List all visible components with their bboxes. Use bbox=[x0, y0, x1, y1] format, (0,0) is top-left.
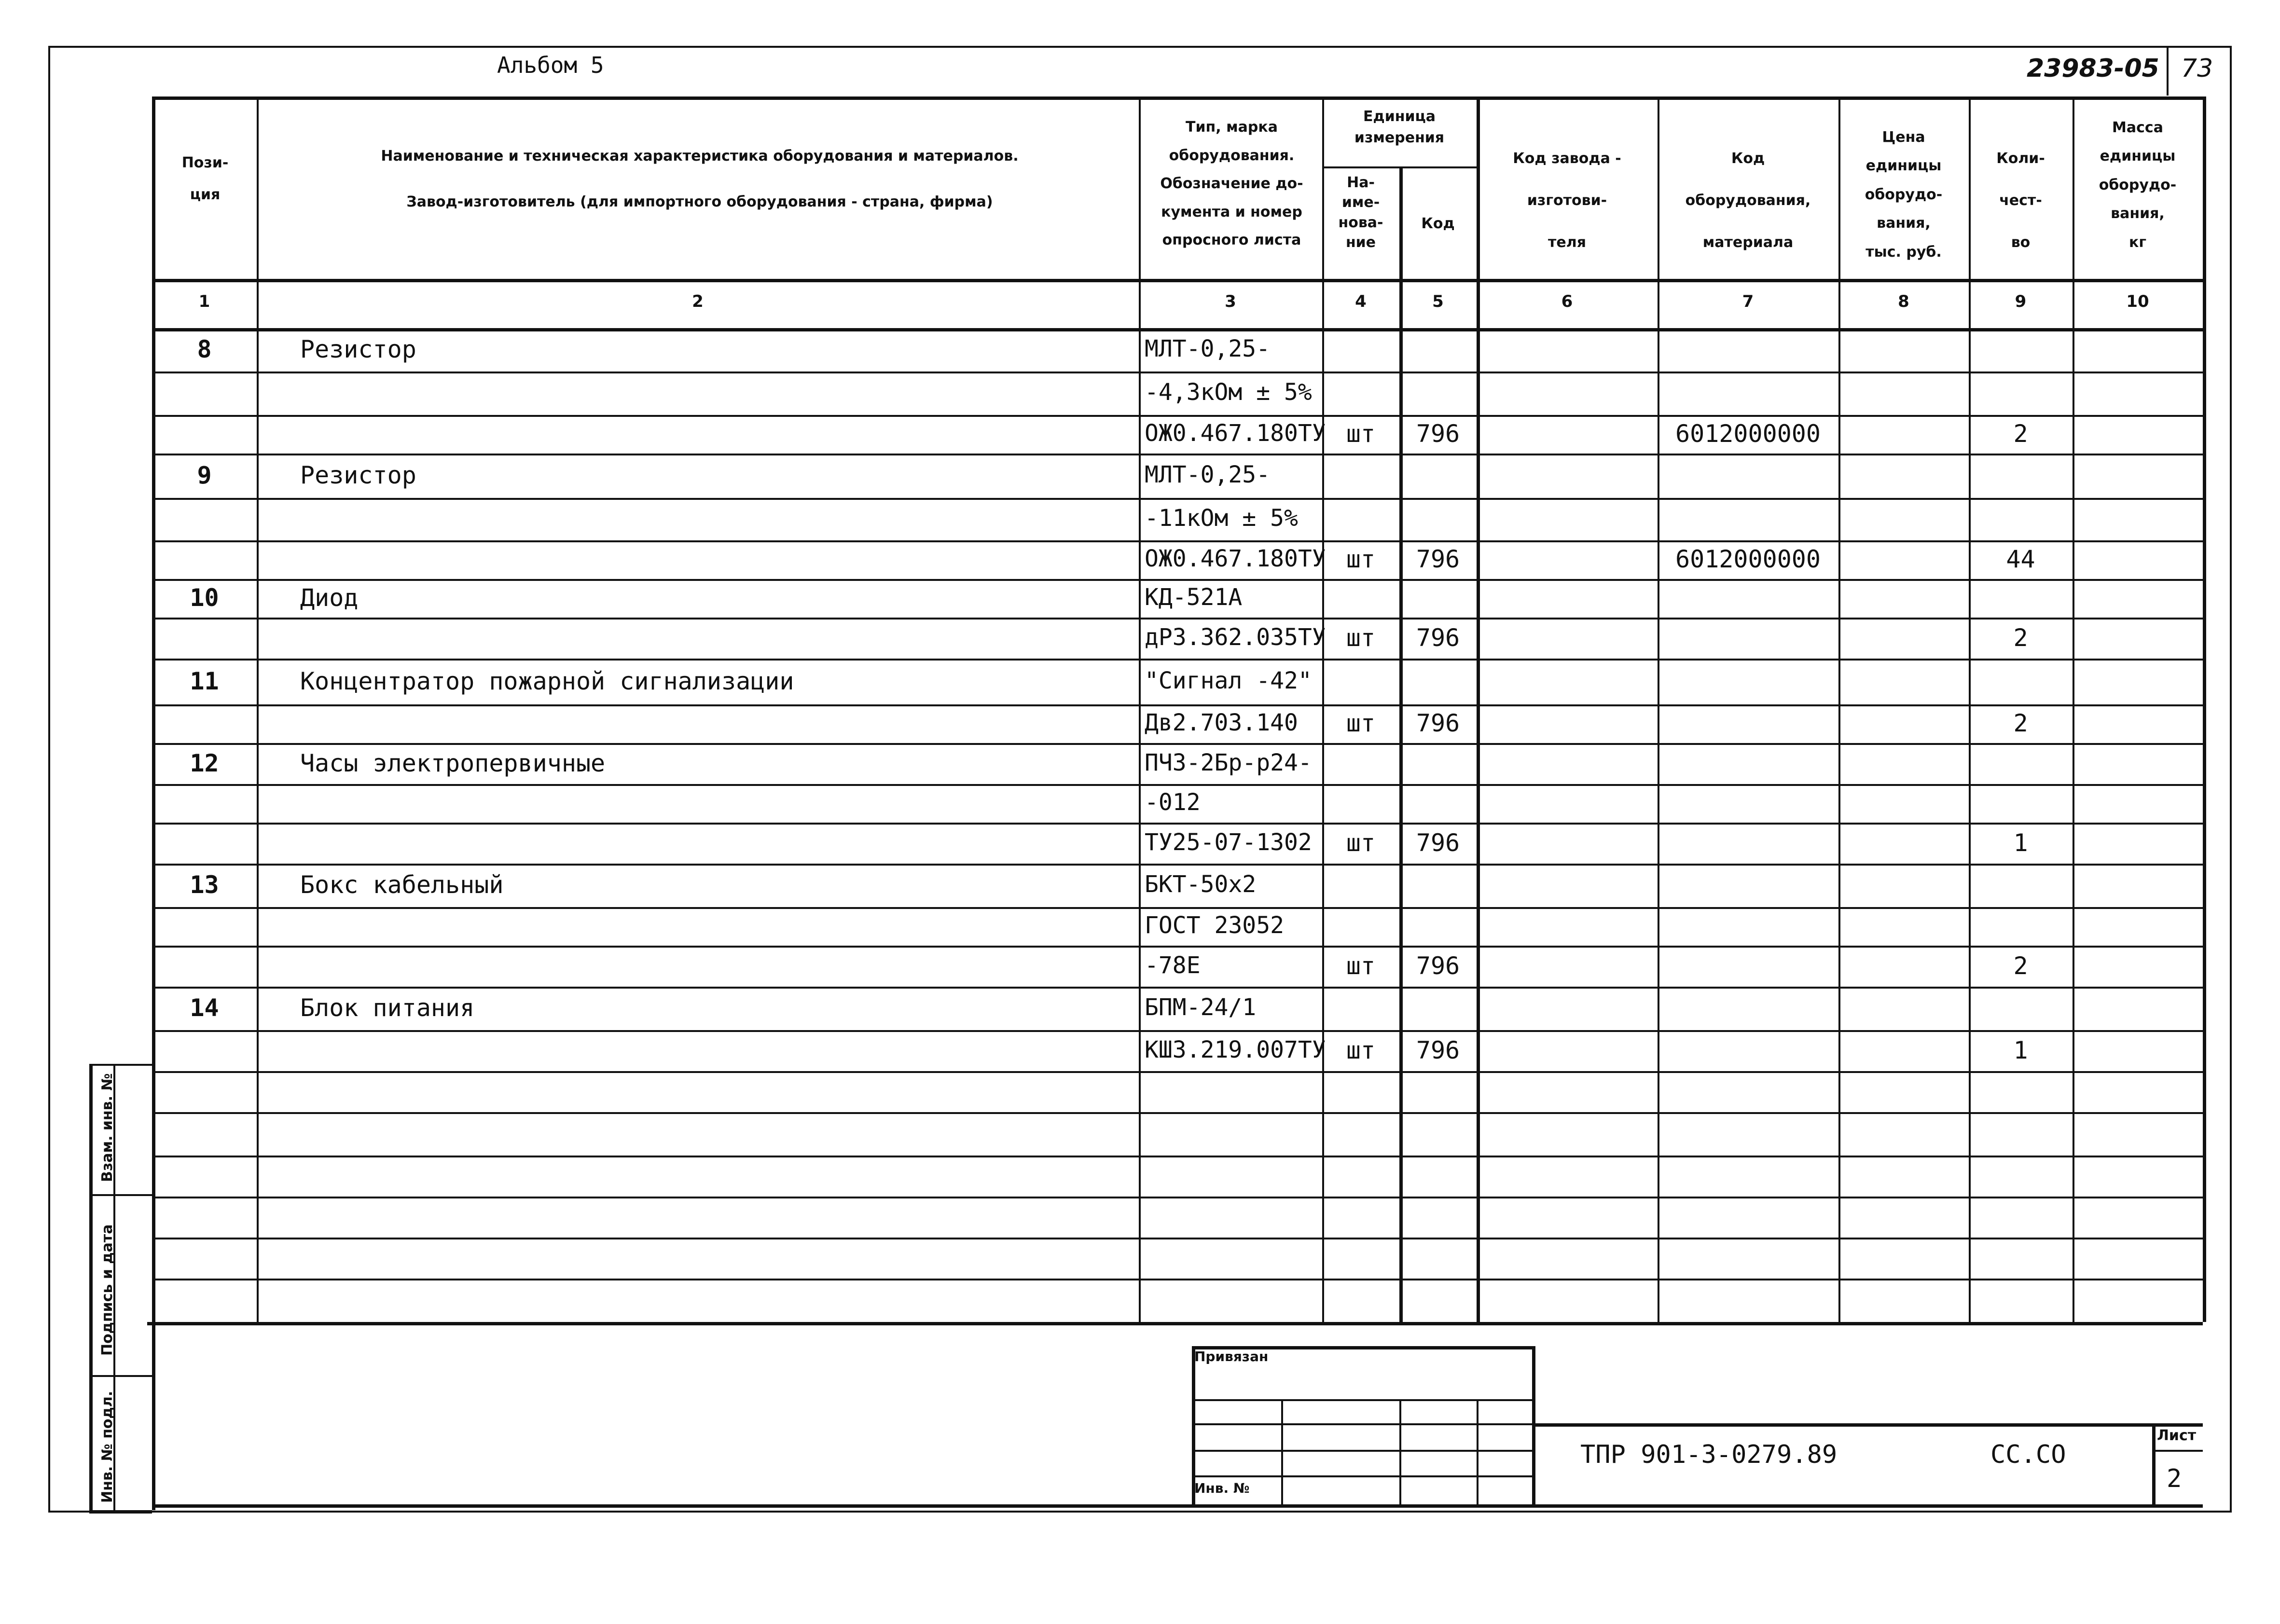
cell-position: 12 bbox=[190, 749, 219, 777]
cell-unit-code: 796 bbox=[1416, 545, 1460, 573]
column-line bbox=[1139, 96, 1141, 1322]
title-block-line bbox=[2152, 1423, 2156, 1504]
cell-position: 13 bbox=[190, 871, 219, 899]
title-block-line bbox=[1192, 1475, 1532, 1477]
cell-position: 10 bbox=[190, 584, 219, 612]
header-unit-name: На- име- нова- ние bbox=[1338, 174, 1383, 251]
row-line bbox=[152, 618, 2203, 619]
title-block-line bbox=[1532, 1423, 2203, 1427]
header-mass: Масса единицы оборудо- вания, кг bbox=[2099, 119, 2177, 251]
cell-unit-name: шт bbox=[1346, 545, 1376, 573]
stamp-inv-no: Инв. № bbox=[1194, 1480, 1250, 1496]
column-number: 9 bbox=[2015, 292, 2027, 311]
column-number: 2 bbox=[692, 292, 704, 311]
row-line bbox=[152, 743, 2203, 745]
column-number: 4 bbox=[1355, 292, 1367, 311]
header-price: Цена единицы оборудо- вания, тыс. руб. bbox=[1865, 129, 1943, 261]
cell-equipment-code: 6012000000 bbox=[1675, 420, 1821, 448]
cell-type: -012 bbox=[1145, 789, 1201, 816]
column-line bbox=[1322, 96, 1324, 1322]
header-quantity: Коли- чест- во bbox=[1996, 150, 2045, 251]
title-block-line bbox=[1281, 1399, 1283, 1504]
row-line bbox=[152, 372, 2203, 373]
column-line bbox=[1838, 96, 1840, 1322]
cell-type: БПМ-24/1 bbox=[1145, 994, 1257, 1021]
side-label-inventory: Инв. № подл. bbox=[99, 1390, 116, 1503]
column-number: 10 bbox=[2126, 292, 2149, 311]
title-block-line bbox=[1192, 1423, 1532, 1425]
column-number: 6 bbox=[1561, 292, 1573, 311]
header-type: Тип, марка оборудования. Обозначение до- кумента и номер опросного листа bbox=[1160, 119, 1303, 248]
cell-type: БКТ-50х2 bbox=[1145, 871, 1257, 898]
doc-code: ТПР 901-3-0279.89 bbox=[1580, 1440, 1838, 1469]
cell-name: Бокс кабельный bbox=[300, 871, 504, 899]
cell-name: Диод bbox=[300, 584, 359, 612]
cell-unit-code: 796 bbox=[1416, 623, 1460, 652]
row-line bbox=[152, 987, 2203, 989]
doc-number-handwritten: 23983-05 bbox=[2027, 54, 2159, 83]
column-line bbox=[1969, 96, 1971, 1322]
column-number: 1 bbox=[198, 292, 210, 311]
row-line bbox=[152, 1238, 2203, 1239]
column-line bbox=[1477, 96, 1480, 1322]
title-block-line bbox=[1477, 1399, 1479, 1504]
cell-type: ТУ25-07-1302 bbox=[1145, 828, 1312, 856]
cell-unit-name: шт bbox=[1346, 951, 1376, 980]
cell-position: 11 bbox=[190, 667, 219, 695]
cell-unit-name: шт bbox=[1346, 1036, 1376, 1064]
cell-name: Блок питания bbox=[300, 994, 475, 1022]
cell-type: ОЖ0.467.180ТУ bbox=[1145, 545, 1326, 572]
cell-name: Часы электропервичные bbox=[300, 749, 606, 777]
header-equipment-code: Код оборудования, материала bbox=[1685, 150, 1811, 251]
cell-quantity: 2 bbox=[2013, 709, 2028, 737]
row-line bbox=[152, 659, 2203, 661]
column-number: 7 bbox=[1742, 292, 1754, 311]
column-line bbox=[2073, 96, 2074, 1322]
cell-type: МЛТ-0,25- bbox=[1145, 461, 1271, 488]
column-number: 3 bbox=[1225, 292, 1236, 311]
cell-type: -78Е bbox=[1145, 951, 1201, 979]
cell-unit-code: 796 bbox=[1416, 828, 1460, 857]
row-line bbox=[152, 823, 2203, 825]
column-number: 8 bbox=[1898, 292, 1909, 311]
sheet-number: 2 bbox=[2167, 1464, 2182, 1493]
cell-unit-name: шт bbox=[1346, 828, 1376, 857]
header-divider bbox=[152, 279, 2203, 282]
row-line bbox=[152, 498, 2203, 500]
column-number: 5 bbox=[1432, 292, 1444, 311]
cell-name: Резистор bbox=[300, 461, 416, 489]
cell-position: 8 bbox=[197, 335, 212, 363]
row-line bbox=[152, 946, 2203, 948]
table-border bbox=[152, 96, 2203, 100]
cell-equipment-code: 6012000000 bbox=[1675, 545, 1821, 573]
album-label: Альбом 5 bbox=[497, 52, 604, 78]
title-block-line bbox=[2152, 1450, 2203, 1452]
cell-unit-code: 796 bbox=[1416, 709, 1460, 737]
title-block-line bbox=[1192, 1450, 1532, 1452]
cell-type: КД-521А bbox=[1145, 584, 1243, 611]
cell-quantity: 1 bbox=[2013, 828, 2028, 857]
cell-unit-name: шт bbox=[1346, 709, 1376, 737]
row-line bbox=[152, 1156, 2203, 1157]
table-bottom bbox=[147, 1322, 2203, 1325]
header-name-line2: Завод-изготовитель (для импортного оборудования - страна, фирма) bbox=[406, 193, 993, 210]
cell-unit-name: шт bbox=[1346, 420, 1376, 448]
header-unit-group: Единица измерения bbox=[1354, 108, 1445, 146]
row-line bbox=[152, 784, 2203, 786]
sheet-handwritten: 73 bbox=[2181, 54, 2213, 83]
row-line bbox=[152, 415, 2203, 417]
row-line bbox=[152, 1071, 2203, 1073]
cell-position: 14 bbox=[190, 994, 219, 1022]
side-stamp-line bbox=[89, 1510, 152, 1514]
side-stamp-line bbox=[89, 1194, 152, 1196]
row-line bbox=[152, 1030, 2203, 1032]
row-line bbox=[152, 1112, 2203, 1114]
row-line bbox=[152, 540, 2203, 542]
row-line bbox=[152, 907, 2203, 909]
cell-type: ОЖ0.467.180ТУ bbox=[1145, 420, 1326, 447]
row-line bbox=[152, 864, 2203, 866]
cell-quantity: 1 bbox=[2013, 1036, 2028, 1064]
row-line bbox=[152, 1279, 2203, 1280]
header-name-line1: Наименование и техническая характеристика оборудования и материалов. bbox=[381, 148, 1019, 165]
cell-position: 9 bbox=[197, 461, 212, 489]
cell-unit-name: шт bbox=[1346, 623, 1376, 652]
header-plant-code: Код завода - изготови- теля bbox=[1513, 150, 1621, 251]
cell-unit-code: 796 bbox=[1416, 420, 1460, 448]
cell-unit-code: 796 bbox=[1416, 1036, 1460, 1064]
row-line bbox=[152, 328, 2203, 330]
stamp-privyazan: Привязан bbox=[1194, 1349, 1269, 1364]
cell-quantity: 2 bbox=[2013, 951, 2028, 980]
cell-type: -4,3кОм ± 5% bbox=[1145, 379, 1312, 406]
title-block-bottom bbox=[152, 1504, 2203, 1508]
cell-type: дР3.362.035ТУ bbox=[1145, 623, 1326, 651]
cell-name: Концентратор пожарной сигнализации bbox=[300, 667, 794, 695]
row-line bbox=[152, 579, 2203, 581]
column-line bbox=[1658, 96, 1659, 1322]
doc-suffix: СС.СО bbox=[1990, 1440, 2066, 1469]
title-divider bbox=[2167, 47, 2169, 96]
side-stamp-line bbox=[89, 1064, 93, 1510]
side-stamp-line bbox=[89, 1375, 152, 1377]
cell-quantity: 2 bbox=[2013, 420, 2028, 448]
header-unit-code: Код bbox=[1421, 215, 1455, 232]
cell-type: -11кОм ± 5% bbox=[1145, 505, 1298, 532]
cell-name: Резистор bbox=[300, 335, 416, 363]
row-line bbox=[152, 454, 2203, 455]
table-border bbox=[2203, 96, 2206, 1322]
cell-type: КШ3.219.007ТУ bbox=[1145, 1036, 1326, 1063]
title-block-line bbox=[1399, 1399, 1401, 1504]
column-line bbox=[257, 96, 259, 1322]
title-block-line bbox=[1192, 1399, 1532, 1401]
sheet-label: Лист bbox=[2157, 1427, 2197, 1444]
header-position: Пози- ция bbox=[181, 154, 229, 203]
cell-type: ГОСТ 23052 bbox=[1145, 912, 1284, 939]
cell-quantity: 2 bbox=[2013, 623, 2028, 652]
row-line bbox=[152, 1197, 2203, 1198]
cell-quantity: 44 bbox=[2006, 545, 2035, 573]
row-line bbox=[152, 704, 2203, 706]
cell-type: МЛТ-0,25- bbox=[1145, 335, 1271, 362]
side-label-replacement: Взам. инв. № bbox=[99, 1073, 116, 1182]
cell-unit-code: 796 bbox=[1416, 951, 1460, 980]
cell-type: Дв2.703.140 bbox=[1145, 709, 1298, 736]
side-stamp-line bbox=[89, 1064, 152, 1066]
cell-type: "Сигнал -42" bbox=[1145, 667, 1312, 694]
side-label-signature: Подпись и дата bbox=[99, 1224, 116, 1356]
cell-type: ПЧ3-2Бр-р24- bbox=[1145, 749, 1312, 776]
